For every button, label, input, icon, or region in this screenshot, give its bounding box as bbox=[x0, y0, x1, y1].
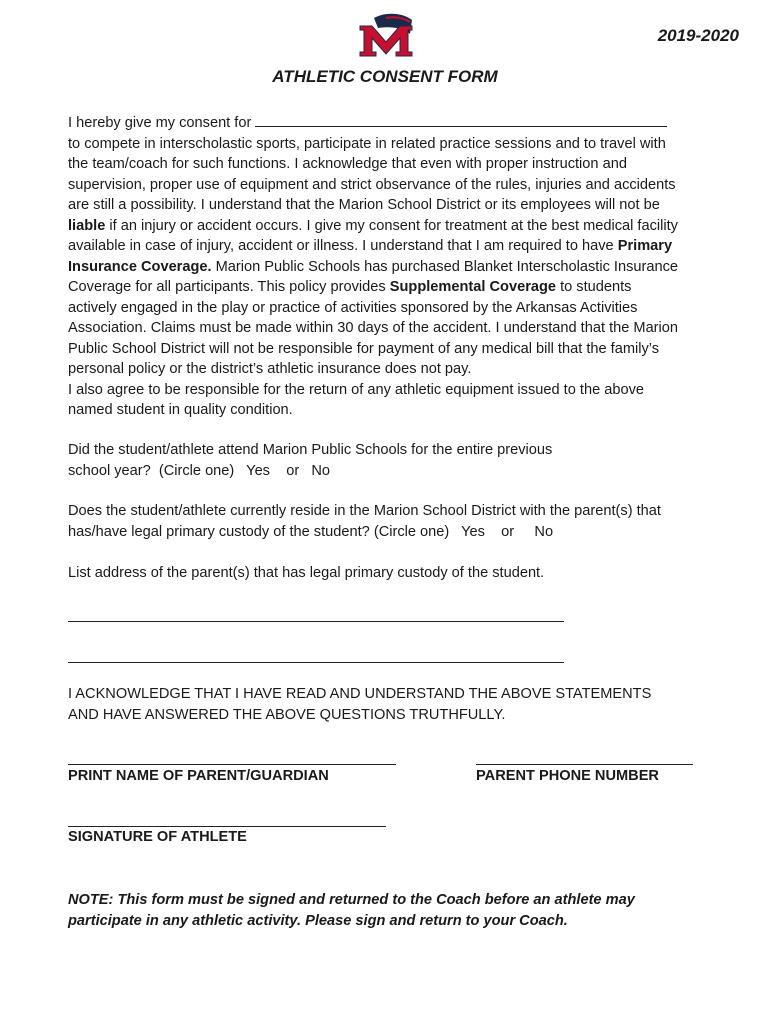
question-previous-year bbox=[68, 440, 718, 481]
acknowledgement-line: AND HAVE ANSWERED THE ABOVE QUESTIONS TRUTHFULLY. bbox=[68, 706, 506, 723]
consent-paragraph bbox=[68, 112, 718, 421]
consent-line: Association. Claims must be made within 30 days of the accident. I understand that the Marion bbox=[68, 320, 679, 336]
acknowledgement bbox=[68, 684, 718, 725]
consent-line: the team/coach for such functions. I acknowledge that even with proper instruction and bbox=[68, 156, 627, 172]
consent-line: to students bbox=[556, 279, 632, 295]
note-line: participate in any athletic activity. Please sign and return to your Coach. bbox=[68, 913, 568, 929]
question-address: List address of the parent(s) that has legal primary custody of the student. bbox=[68, 565, 545, 581]
note bbox=[68, 890, 708, 932]
question-residence bbox=[68, 501, 718, 542]
student-name-field[interactable] bbox=[255, 112, 667, 127]
address-line-2[interactable] bbox=[68, 648, 564, 663]
consent-line: I also agree to be responsible for the return of any athletic equipment issued to the above bbox=[68, 381, 645, 398]
parent-name-field[interactable] bbox=[68, 750, 396, 765]
parent-name-label: PRINT NAME OF PARENT/GUARDIAN bbox=[68, 768, 329, 784]
acknowledgement-line: I ACKNOWLEDGE THAT I HAVE READ AND UNDERSTAND THE ABOVE STATEMENTS bbox=[68, 686, 652, 702]
question-text: Did the student/athlete attend Marion Public Schools for the entire previous bbox=[68, 442, 553, 458]
form-title: ATHLETIC CONSENT FORM bbox=[272, 67, 498, 86]
insurance-coverage-text: Insurance Coverage. bbox=[68, 258, 212, 275]
athlete-signature-field[interactable] bbox=[68, 812, 386, 827]
patriot-m-logo-icon bbox=[356, 12, 416, 58]
parent-phone-label: PARENT PHONE NUMBER bbox=[476, 768, 659, 784]
consent-line: supervision, proper use of equipment and strict observance of the rules, injuries and accidents bbox=[68, 176, 676, 193]
consent-line: actively engaged in the play or practice of activities sponsored by the Arkansas Activities bbox=[68, 299, 638, 316]
question-options[interactable]: school year? (Circle one) Yes or No bbox=[68, 462, 330, 479]
school-year: 2019-2020 bbox=[657, 26, 739, 45]
consent-line: are still a possibility. I understand that the Marion School District or its employees will not be bbox=[68, 197, 660, 213]
consent-line: available in case of injury, accident or illness. I understand that I am required to have bbox=[68, 238, 618, 254]
note-line: NOTE: This form must be signed and returned to the Coach before an athlete may bbox=[68, 892, 635, 908]
consent-line: Coverage for all participants. This policy provides bbox=[68, 279, 390, 295]
primary-text: Primary bbox=[617, 238, 673, 254]
consent-line: Public School District will not be responsible for payment of any medical bill that the family’s bbox=[68, 340, 660, 357]
consent-line: named student in quality condition. bbox=[68, 402, 293, 418]
consent-line: Marion Public Schools has purchased Blanket Interscholastic Insurance bbox=[211, 258, 679, 275]
parent-phone-field[interactable] bbox=[476, 750, 693, 765]
consent-line: to compete in interscholastic sports, participate in related practice sessions and to travel with bbox=[68, 135, 666, 152]
question-text: Does the student/athlete currently reside in the Marion School District with the parent(s) that bbox=[68, 503, 661, 519]
address-line-1[interactable] bbox=[68, 607, 564, 622]
supplemental-coverage-text: Supplemental Coverage bbox=[389, 279, 557, 295]
consent-line: personal policy or the district’s athletic insurance does not pay. bbox=[68, 361, 472, 377]
consent-intro: I hereby give my consent for bbox=[68, 115, 252, 131]
athlete-signature-label: SIGNATURE OF ATHLETE bbox=[68, 829, 247, 845]
question-options[interactable]: has/have legal primary custody of the student? (Circle one) Yes or No bbox=[68, 523, 554, 540]
liable-text: liable bbox=[68, 217, 106, 234]
consent-line: if an injury or accident occurs. I give my consent for treatment at the best medical facility bbox=[105, 217, 678, 234]
